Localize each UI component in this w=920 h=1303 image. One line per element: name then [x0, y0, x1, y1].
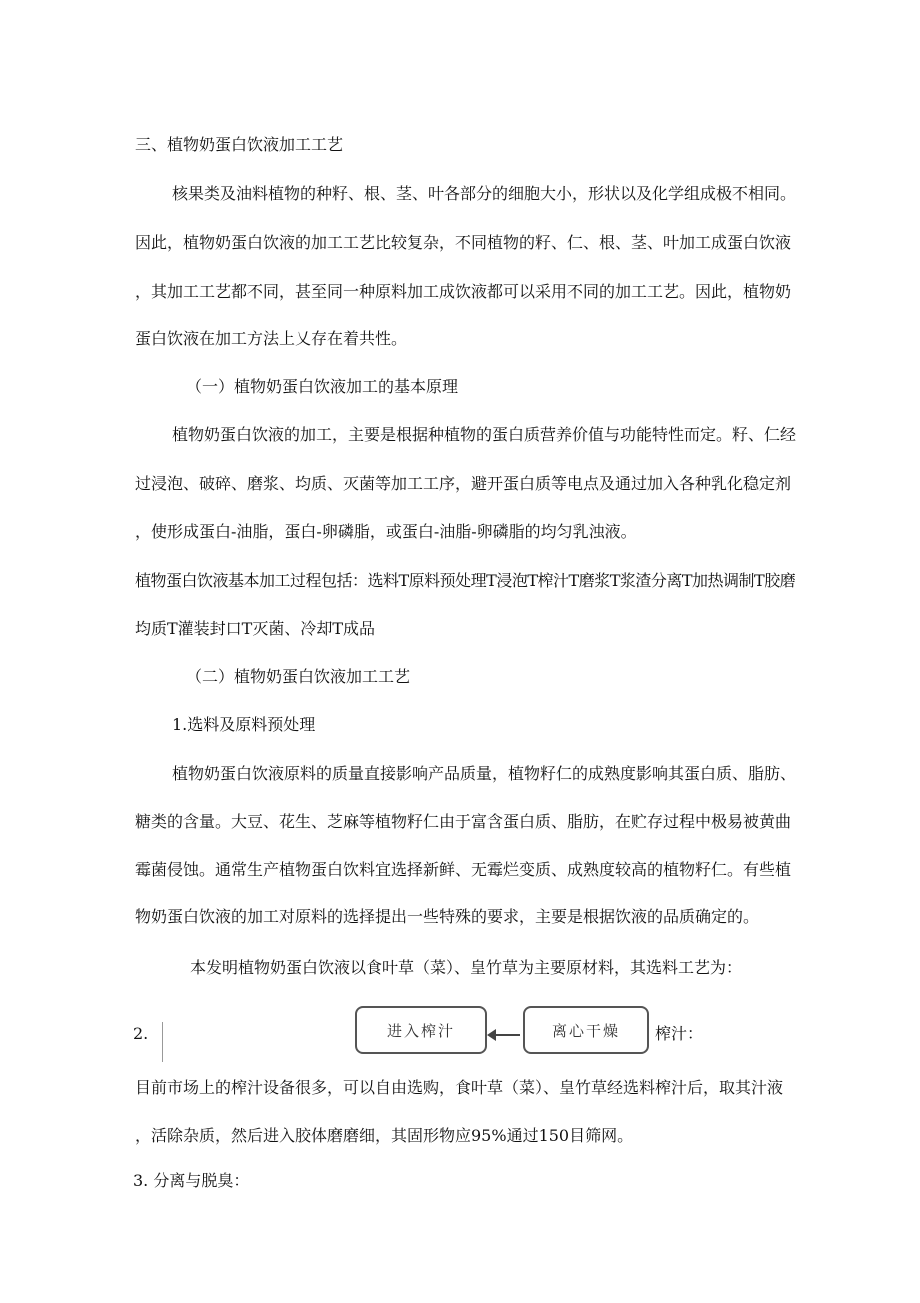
- item1-para-line-4: 物奶蛋白饮液的加工对原料的选择提出一些特殊的要求，主要是根据饮液的品质确定的。: [135, 907, 760, 926]
- flow-arrow-left-icon: [487, 1029, 496, 1041]
- item3-title: 3. 分离与脱臭：: [133, 1171, 250, 1190]
- item2-number: 2.: [133, 1024, 149, 1043]
- item1-para-line-2: 糖类的含量。大豆、花生、芝麻等植物籽仁由于富含蛋白质、脂肪，在贮存过程中极易被黄曲: [135, 812, 792, 831]
- intro-line-2: 因此，植物奶蛋白饮液的加工工艺比较复杂，不同植物的籽、仁、根、茎、叶加工成蛋白饮液: [135, 233, 792, 252]
- item1-title: 1.选料及原料预处理: [172, 715, 316, 734]
- sub1-line-3: ，使形成蛋白-油脂，蛋白-卵磷脂，或蛋白-油脂-卵磷脂的均匀乳浊液。: [135, 522, 637, 541]
- process-line-2: 均质T灌装封口T灭菌、冷却T成品: [135, 619, 376, 638]
- item1-para-line-1: 植物奶蛋白饮液原料的质量直接影响产品质量，植物籽仁的成熟度影响其蛋白质、脂肪、: [172, 764, 797, 783]
- sub2-title: （二）植物奶蛋白饮液加工工艺: [186, 667, 411, 686]
- intro-line-1: 核果类及油料植物的种籽、根、茎、叶各部分的细胞大小，形状以及化学组成极不相同。: [172, 184, 797, 203]
- flow-box-centrifuge: 离心干燥: [523, 1006, 649, 1054]
- intro-line-4: 蛋白饮液在加工方法上乂存在着共性。: [135, 329, 408, 348]
- section-title: 三、植物奶蛋白饮液加工工艺: [135, 135, 344, 154]
- flow-diagram: [355, 1020, 655, 1082]
- sub1-line-2: 过浸泡、破碎、磨浆、均质、灭菌等加工工序，避开蛋白质等电点及通过加入各种乳化稳定剂: [135, 474, 792, 493]
- flow-box-juicing: 进入榨汁: [355, 1006, 487, 1054]
- invention-line: 本发明植物奶蛋白饮液以食叶草（菜）、皇竹草为主要原材料，其选料工艺为：: [190, 958, 743, 977]
- item2-title: 榨汁：: [655, 1024, 704, 1043]
- sub1-line-1: 植物奶蛋白饮液的加工，主要是根据种植物的蛋白质营养价值与功能特性而定。籽、仁经: [172, 425, 797, 444]
- intro-line-3: ，其加工工艺都不同，甚至同一种原料加工成饮液都可以采用不同的加工工艺。因此，植物奶: [135, 282, 792, 301]
- margin-bar: [162, 1022, 163, 1062]
- process-line-1: 植物蛋白饮液基本加工过程包括：选料T原料预处理T浸泡T榨汁T磨浆T浆渣分离T加热调制T胶磨: [135, 571, 796, 590]
- item2-line-2: ，活除杂质，然后进入胶体磨磨细，其固形物应95%通过150目筛网。: [135, 1126, 634, 1145]
- item1-para-line-3: 霉菌侵蚀。通常生产植物蛋白饮料宜选择新鲜、无霉烂变质、成熟度较高的植物籽仁。有些植: [135, 860, 792, 879]
- item2-line-1: 目前市场上的榨汁设备很多，可以自由选购，食叶草（菜）、皇竹草经选料榨汁后，取其汁液: [135, 1078, 784, 1097]
- sub1-title: （一）植物奶蛋白饮液加工的基本原理: [186, 377, 459, 396]
